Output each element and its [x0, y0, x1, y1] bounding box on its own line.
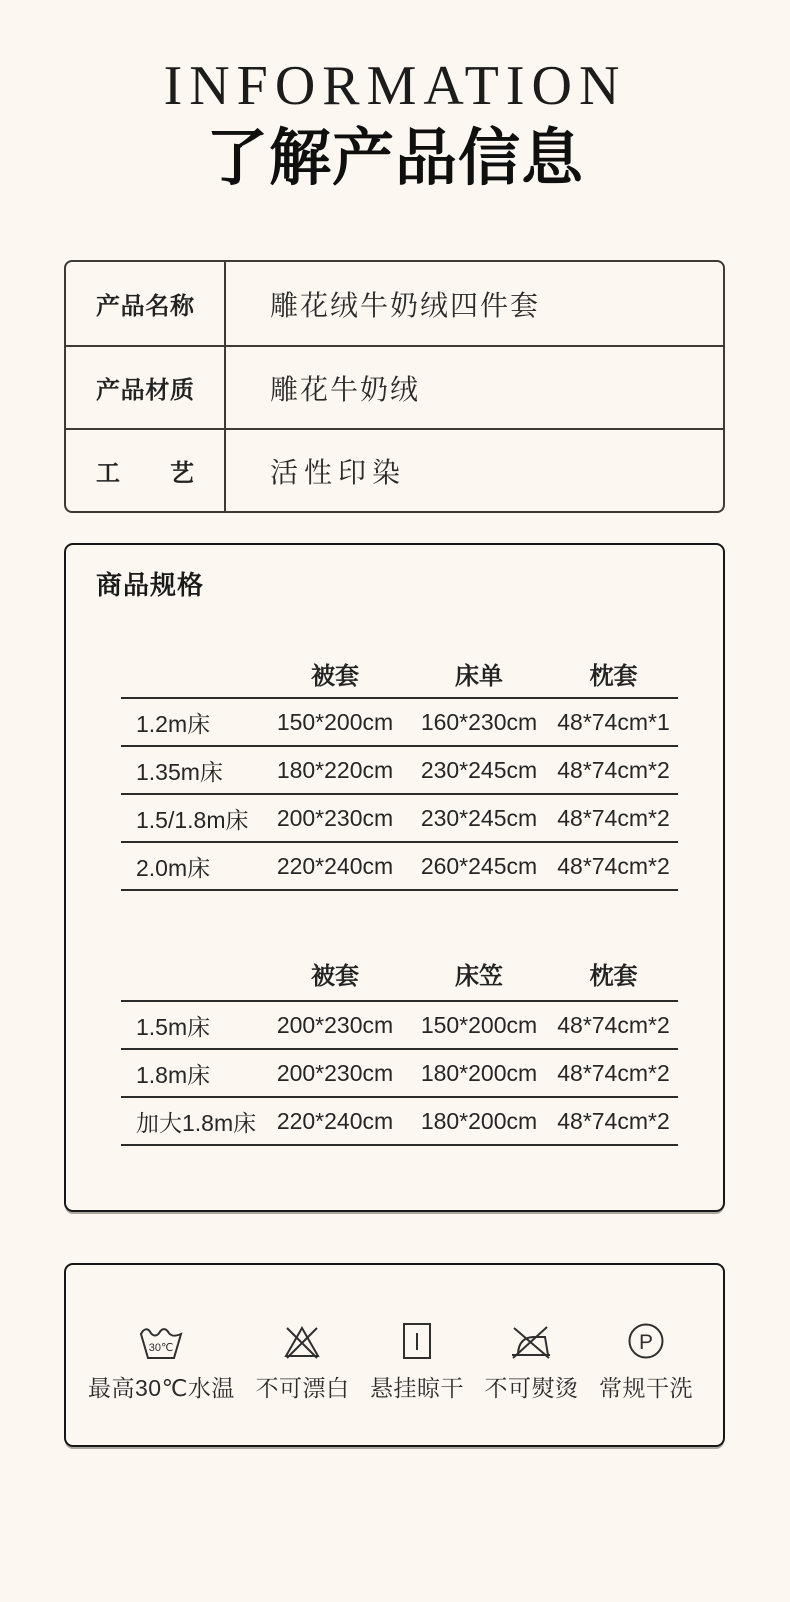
row-label: 加大1.8m床	[136, 1109, 257, 1136]
attribute-label-text: 产品材质	[96, 377, 194, 404]
care-item-no-bleach	[255, 1321, 349, 1445]
size-value: 230*245cm	[420, 804, 538, 831]
size-value: 48*74cm*2	[557, 756, 670, 783]
size-value: 230*245cm	[420, 756, 538, 783]
size-value: 180*200cm	[420, 1059, 538, 1086]
no-bleach-icon	[282, 1321, 322, 1361]
table-row	[121, 1050, 678, 1098]
row-label: 2.0m床	[136, 854, 211, 881]
row-label: 1.2m床	[136, 710, 211, 737]
spec-table-flat-sheet	[121, 649, 678, 891]
care-item-hang-dry	[370, 1321, 464, 1445]
dry-clean-letter: P	[638, 1331, 653, 1354]
size-value: 48*74cm*2	[557, 804, 670, 831]
wash-temp-text: 30℃	[149, 1342, 174, 1354]
product-attributes-table	[64, 260, 725, 513]
attribute-label-text: 产品名称	[96, 293, 194, 320]
size-value: 150*200cm	[276, 708, 394, 735]
size-value: 200*230cm	[276, 1011, 394, 1038]
spec-table-fitted-sheet	[121, 946, 678, 1146]
row-label: 1.8m床	[136, 1061, 211, 1088]
size-value: 180*220cm	[276, 756, 394, 783]
row-label: 1.35m床	[136, 758, 223, 785]
column-header: 床单	[455, 662, 503, 690]
column-header: 被套	[311, 962, 359, 990]
row-label: 1.5/1.8m床	[136, 806, 249, 833]
spec-box	[64, 543, 725, 1212]
size-value: 180*200cm	[420, 1107, 538, 1134]
column-header: 枕套	[589, 962, 638, 990]
table-row	[66, 345, 723, 428]
page-title: 了解产品信息	[205, 124, 584, 193]
spec-table-header	[121, 946, 678, 1002]
row-label: 1.5m床	[136, 1013, 211, 1040]
size-value: 260*245cm	[420, 852, 538, 879]
page-header	[0, 0, 790, 193]
table-row	[121, 795, 678, 843]
column-header: 枕套	[589, 662, 638, 690]
table-row	[121, 747, 678, 795]
table-row	[66, 262, 723, 345]
care-item-wash-30c	[88, 1321, 235, 1445]
care-label: 最高30℃水温	[88, 1375, 235, 1401]
care-label: 悬挂晾干	[369, 1375, 464, 1401]
spec-table-header	[121, 649, 678, 699]
hang-dry-icon	[401, 1321, 433, 1361]
column-header: 床笠	[455, 962, 503, 990]
size-value: 150*200cm	[420, 1011, 538, 1038]
care-item-no-iron	[484, 1321, 578, 1445]
attribute-value: 雕花牛奶绒	[270, 373, 421, 405]
attribute-label	[66, 430, 226, 511]
table-row	[121, 1002, 678, 1050]
care-label: 不可漂白	[255, 1375, 350, 1401]
size-value: 48*74cm*2	[557, 1059, 670, 1086]
size-value: 48*74cm*2	[557, 1107, 670, 1134]
size-value: 200*230cm	[276, 1059, 394, 1086]
table-row	[121, 1098, 678, 1146]
size-value: 200*230cm	[276, 804, 394, 831]
care-label: 常规干洗	[598, 1375, 693, 1401]
size-value: 48*74cm*1	[557, 708, 670, 735]
wash-max-30c-icon	[137, 1321, 185, 1361]
spec-box-title: 商品规格	[96, 570, 205, 600]
attribute-value: 活性印染	[270, 456, 407, 488]
attribute-label-text: 工艺	[96, 460, 194, 487]
attribute-label	[66, 347, 226, 428]
table-row	[121, 699, 678, 747]
size-value: 220*240cm	[276, 1107, 394, 1134]
care-item-dry-clean	[599, 1321, 693, 1445]
care-instructions	[64, 1263, 725, 1447]
care-label: 不可熨烫	[484, 1375, 579, 1401]
title-english: INFORMATION	[163, 55, 627, 117]
attribute-value: 雕花绒牛奶绒四件套	[270, 289, 541, 321]
attribute-label	[66, 262, 226, 345]
table-row	[66, 428, 723, 511]
no-iron-icon	[508, 1321, 554, 1361]
size-value: 48*74cm*2	[557, 1011, 670, 1038]
size-value: 220*240cm	[276, 852, 394, 879]
size-value: 48*74cm*2	[557, 852, 670, 879]
table-row	[121, 843, 678, 891]
size-value: 160*230cm	[420, 708, 538, 735]
column-header: 被套	[311, 662, 359, 690]
dry-clean-p-icon	[626, 1321, 666, 1361]
